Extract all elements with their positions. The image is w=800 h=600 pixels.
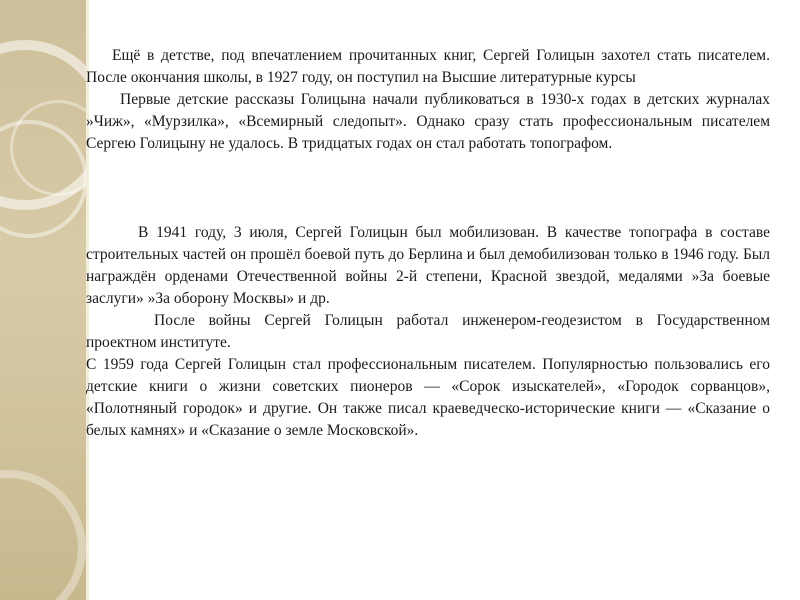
paragraph-writer: С 1959 года Сергей Голицын стал профессиональным писателем. Популярностью пользовались его детские книги о жизни советских пионеров — «Сорок изыскателей», «Городок сорванцов», «Полотняный городок» и другие. Он также писал краеведческо-исторические книги — «Сказание о белых камнях» и «Сказание о земле Московской».	[86, 356, 770, 439]
decorative-side-panel	[0, 0, 88, 600]
paragraph-war: В 1941 году, 3 июля, Сергей Голицын был мобилизован. В качестве топографа в составе строительных частей он прошёл боевой путь до Берлина и был демобилизован только в 1946 году. Был награждён орденами Отечественной войны 2-й степени, Красной звездой, медалями »За боевые заслуги» »За оборону Москвы» и др.	[86, 224, 770, 307]
paragraph-first-stories: Первые детские рассказы Голицына начали публиковаться в 1930-х годах в детских журналах »Чиж», «Мурзилка», «Всемирный следопыт». Однако сразу стать профессиональным писателем Сергею Голицыну не удалось. В тридцатых годах он стал работать топографом.	[86, 91, 770, 152]
paragraph-after-war: После войны Сергей Голицын работал инженером-геодезистом в Государственном проектном институте.	[86, 312, 770, 351]
decorative-ring	[0, 470, 86, 600]
text-block-bottom	[86, 222, 770, 442]
paragraph-childhood: Ещё в детстве, под впечатлением прочитанных книг, Сергей Голицын захотел стать писателем. После окончания школы, в 1927 году, он поступил на Высшие литературные курсы	[86, 47, 770, 86]
text-block-top	[86, 45, 770, 155]
